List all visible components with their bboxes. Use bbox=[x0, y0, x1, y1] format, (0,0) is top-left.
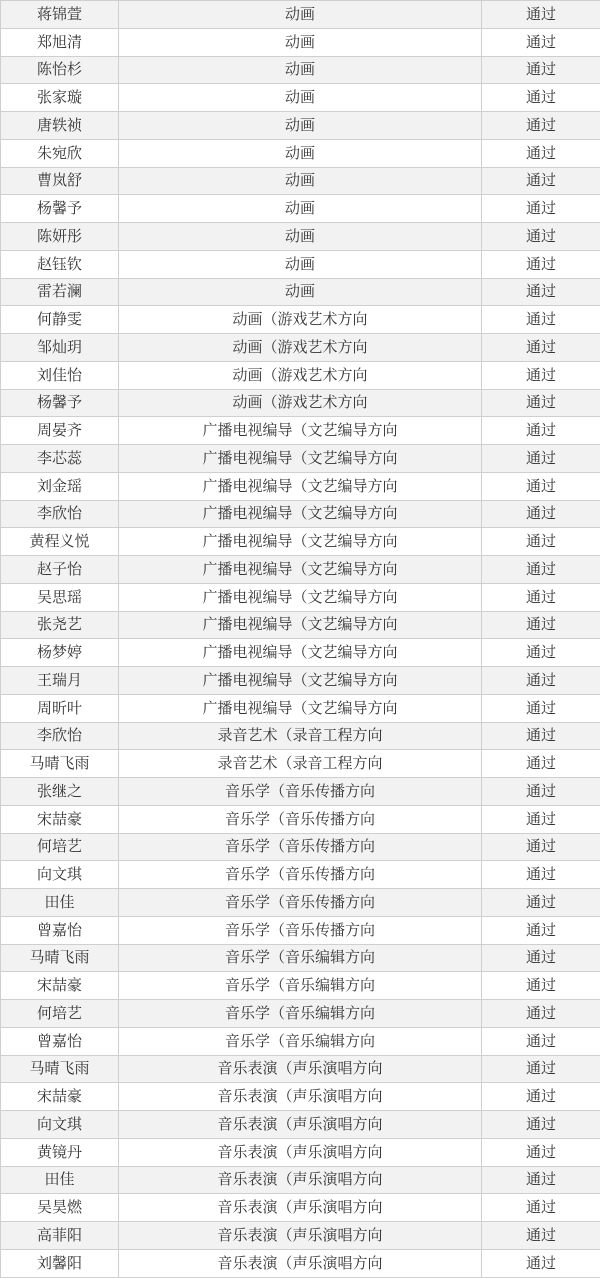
table-row bbox=[1, 1000, 600, 1028]
table-row bbox=[1, 1, 600, 29]
major-cell: 音乐学（音乐编辑方向 bbox=[119, 972, 482, 1000]
student-name-cell: 杨馨予 bbox=[1, 195, 119, 223]
status-cell: 通过 bbox=[482, 611, 600, 639]
major-cell: 动画 bbox=[119, 28, 482, 56]
student-name-cell: 何培艺 bbox=[1, 833, 119, 861]
table-row bbox=[1, 583, 600, 611]
status-cell: 通过 bbox=[482, 639, 600, 667]
student-name-cell: 曾嘉怡 bbox=[1, 916, 119, 944]
table-row bbox=[1, 1083, 600, 1111]
table-row bbox=[1, 1222, 600, 1250]
student-name-cell: 张尧艺 bbox=[1, 611, 119, 639]
student-name-cell: 向文琪 bbox=[1, 861, 119, 889]
status-cell: 通过 bbox=[482, 361, 600, 389]
student-name-cell: 邹灿玥 bbox=[1, 334, 119, 362]
status-cell: 通过 bbox=[482, 916, 600, 944]
student-name-cell: 吴昊燃 bbox=[1, 1194, 119, 1222]
major-cell: 音乐表演（声乐演唱方向 bbox=[119, 1249, 482, 1277]
status-cell: 通过 bbox=[482, 1027, 600, 1055]
table-row bbox=[1, 1166, 600, 1194]
table-row bbox=[1, 944, 600, 972]
status-cell: 通过 bbox=[482, 56, 600, 84]
table-row bbox=[1, 1138, 600, 1166]
status-cell: 通过 bbox=[482, 944, 600, 972]
table-row bbox=[1, 916, 600, 944]
table-row bbox=[1, 611, 600, 639]
major-cell: 动画 bbox=[119, 250, 482, 278]
status-cell: 通过 bbox=[482, 1222, 600, 1250]
status-cell: 通过 bbox=[482, 1194, 600, 1222]
major-cell: 广播电视编导（文艺编导方向 bbox=[119, 500, 482, 528]
table-row bbox=[1, 889, 600, 917]
table-row bbox=[1, 306, 600, 334]
major-cell: 动画（游戏艺术方向 bbox=[119, 306, 482, 334]
student-name-cell: 何静雯 bbox=[1, 306, 119, 334]
status-cell: 通过 bbox=[482, 84, 600, 112]
major-cell: 音乐学（音乐传播方向 bbox=[119, 889, 482, 917]
table-row bbox=[1, 445, 600, 473]
status-cell: 通过 bbox=[482, 805, 600, 833]
table-row bbox=[1, 1111, 600, 1139]
major-cell: 广播电视编导（文艺编导方向 bbox=[119, 694, 482, 722]
student-name-cell: 李芯蕊 bbox=[1, 445, 119, 473]
student-name-cell: 朱宛欣 bbox=[1, 139, 119, 167]
status-cell: 通过 bbox=[482, 722, 600, 750]
status-cell: 通过 bbox=[482, 195, 600, 223]
major-cell: 音乐学（音乐编辑方向 bbox=[119, 1027, 482, 1055]
major-cell: 广播电视编导（文艺编导方向 bbox=[119, 528, 482, 556]
student-name-cell: 田佳 bbox=[1, 1166, 119, 1194]
student-name-cell: 赵钰钦 bbox=[1, 250, 119, 278]
student-name-cell: 李欣怡 bbox=[1, 500, 119, 528]
table-row bbox=[1, 1055, 600, 1083]
student-name-cell: 吴思瑶 bbox=[1, 583, 119, 611]
student-name-cell: 周昕叶 bbox=[1, 694, 119, 722]
student-name-cell: 刘金瑶 bbox=[1, 472, 119, 500]
major-cell: 动画 bbox=[119, 278, 482, 306]
status-cell: 通过 bbox=[482, 1055, 600, 1083]
student-name-cell: 王瑞月 bbox=[1, 667, 119, 695]
major-cell: 音乐表演（声乐演唱方向 bbox=[119, 1138, 482, 1166]
major-cell: 音乐表演（声乐演唱方向 bbox=[119, 1055, 482, 1083]
table-row bbox=[1, 334, 600, 362]
table-row bbox=[1, 833, 600, 861]
table-row bbox=[1, 28, 600, 56]
status-cell: 通过 bbox=[482, 1000, 600, 1028]
table-row bbox=[1, 56, 600, 84]
status-cell: 通过 bbox=[482, 667, 600, 695]
table-row bbox=[1, 722, 600, 750]
major-cell: 音乐表演（声乐演唱方向 bbox=[119, 1111, 482, 1139]
status-cell: 通过 bbox=[482, 500, 600, 528]
student-name-cell: 曾嘉怡 bbox=[1, 1027, 119, 1055]
status-cell: 通过 bbox=[482, 445, 600, 473]
table-row bbox=[1, 556, 600, 584]
status-cell: 通过 bbox=[482, 278, 600, 306]
major-cell: 动画（游戏艺术方向 bbox=[119, 334, 482, 362]
major-cell: 广播电视编导（文艺编导方向 bbox=[119, 611, 482, 639]
student-name-cell: 蒋锦萱 bbox=[1, 1, 119, 29]
status-cell: 通过 bbox=[482, 528, 600, 556]
table-row bbox=[1, 1194, 600, 1222]
student-name-cell: 张继之 bbox=[1, 778, 119, 806]
table-row bbox=[1, 167, 600, 195]
major-cell: 音乐学（音乐传播方向 bbox=[119, 805, 482, 833]
major-cell: 音乐学（音乐传播方向 bbox=[119, 833, 482, 861]
table-row bbox=[1, 972, 600, 1000]
status-cell: 通过 bbox=[482, 750, 600, 778]
major-cell: 动画 bbox=[119, 139, 482, 167]
student-name-cell: 刘馨阳 bbox=[1, 1249, 119, 1277]
status-cell: 通过 bbox=[482, 139, 600, 167]
status-cell: 通过 bbox=[482, 167, 600, 195]
student-name-cell: 黄镜丹 bbox=[1, 1138, 119, 1166]
status-cell: 通过 bbox=[482, 1111, 600, 1139]
major-cell: 音乐学（音乐编辑方向 bbox=[119, 944, 482, 972]
major-cell: 录音艺术（录音工程方向 bbox=[119, 750, 482, 778]
student-name-cell: 郑旭清 bbox=[1, 28, 119, 56]
major-cell: 录音艺术（录音工程方向 bbox=[119, 722, 482, 750]
student-name-cell: 马晴飞雨 bbox=[1, 1055, 119, 1083]
table-row bbox=[1, 389, 600, 417]
status-cell: 通过 bbox=[482, 223, 600, 251]
table-row bbox=[1, 500, 600, 528]
student-name-cell: 陈怡杉 bbox=[1, 56, 119, 84]
student-name-cell: 李欣怡 bbox=[1, 722, 119, 750]
student-name-cell: 周晏齐 bbox=[1, 417, 119, 445]
student-name-cell: 马晴飞雨 bbox=[1, 750, 119, 778]
status-cell: 通过 bbox=[482, 583, 600, 611]
status-cell: 通过 bbox=[482, 1166, 600, 1194]
major-cell: 音乐学（音乐编辑方向 bbox=[119, 1000, 482, 1028]
table-row bbox=[1, 1027, 600, 1055]
table-row bbox=[1, 694, 600, 722]
status-cell: 通过 bbox=[482, 778, 600, 806]
status-cell: 通过 bbox=[482, 861, 600, 889]
major-cell: 广播电视编导（文艺编导方向 bbox=[119, 445, 482, 473]
major-cell: 广播电视编导（文艺编导方向 bbox=[119, 667, 482, 695]
status-cell: 通过 bbox=[482, 1249, 600, 1277]
major-cell: 广播电视编导（文艺编导方向 bbox=[119, 583, 482, 611]
student-name-cell: 宋喆豪 bbox=[1, 805, 119, 833]
table-row bbox=[1, 1249, 600, 1277]
student-name-cell: 向文琪 bbox=[1, 1111, 119, 1139]
table-row bbox=[1, 528, 600, 556]
status-cell: 通过 bbox=[482, 417, 600, 445]
student-name-cell: 曹岚舒 bbox=[1, 167, 119, 195]
table-row bbox=[1, 639, 600, 667]
major-cell: 音乐学（音乐传播方向 bbox=[119, 778, 482, 806]
table-row bbox=[1, 223, 600, 251]
status-cell: 通过 bbox=[482, 112, 600, 140]
student-name-cell: 何培艺 bbox=[1, 1000, 119, 1028]
major-cell: 音乐表演（声乐演唱方向 bbox=[119, 1194, 482, 1222]
results-table-body bbox=[1, 1, 600, 1278]
major-cell: 动画 bbox=[119, 195, 482, 223]
major-cell: 音乐表演（声乐演唱方向 bbox=[119, 1083, 482, 1111]
student-name-cell: 雷若澜 bbox=[1, 278, 119, 306]
major-cell: 动画 bbox=[119, 112, 482, 140]
major-cell: 音乐学（音乐传播方向 bbox=[119, 861, 482, 889]
student-name-cell: 赵子怡 bbox=[1, 556, 119, 584]
major-cell: 广播电视编导（文艺编导方向 bbox=[119, 472, 482, 500]
student-name-cell: 宋喆豪 bbox=[1, 972, 119, 1000]
major-cell: 广播电视编导（文艺编导方向 bbox=[119, 639, 482, 667]
major-cell: 动画 bbox=[119, 223, 482, 251]
major-cell: 广播电视编导（文艺编导方向 bbox=[119, 556, 482, 584]
major-cell: 动画 bbox=[119, 1, 482, 29]
major-cell: 音乐学（音乐传播方向 bbox=[119, 916, 482, 944]
student-name-cell: 高菲阳 bbox=[1, 1222, 119, 1250]
student-name-cell: 杨梦婷 bbox=[1, 639, 119, 667]
status-cell: 通过 bbox=[482, 389, 600, 417]
major-cell: 音乐表演（声乐演唱方向 bbox=[119, 1166, 482, 1194]
major-cell: 音乐表演（声乐演唱方向 bbox=[119, 1222, 482, 1250]
status-cell: 通过 bbox=[482, 250, 600, 278]
table-row bbox=[1, 84, 600, 112]
table-row bbox=[1, 805, 600, 833]
status-cell: 通过 bbox=[482, 306, 600, 334]
major-cell: 动画 bbox=[119, 167, 482, 195]
status-cell: 通过 bbox=[482, 1138, 600, 1166]
student-name-cell: 田佳 bbox=[1, 889, 119, 917]
table-row bbox=[1, 139, 600, 167]
student-name-cell: 张家璇 bbox=[1, 84, 119, 112]
status-cell: 通过 bbox=[482, 889, 600, 917]
major-cell: 动画（游戏艺术方向 bbox=[119, 361, 482, 389]
student-name-cell: 唐轶祯 bbox=[1, 112, 119, 140]
status-cell: 通过 bbox=[482, 1, 600, 29]
status-cell: 通过 bbox=[482, 28, 600, 56]
major-cell: 动画 bbox=[119, 56, 482, 84]
status-cell: 通过 bbox=[482, 694, 600, 722]
major-cell: 广播电视编导（文艺编导方向 bbox=[119, 417, 482, 445]
status-cell: 通过 bbox=[482, 1083, 600, 1111]
status-cell: 通过 bbox=[482, 972, 600, 1000]
table-row bbox=[1, 195, 600, 223]
status-cell: 通过 bbox=[482, 556, 600, 584]
status-cell: 通过 bbox=[482, 833, 600, 861]
table-row bbox=[1, 778, 600, 806]
student-name-cell: 陈妍彤 bbox=[1, 223, 119, 251]
table-row bbox=[1, 472, 600, 500]
table-row bbox=[1, 112, 600, 140]
major-cell: 动画（游戏艺术方向 bbox=[119, 389, 482, 417]
table-row bbox=[1, 861, 600, 889]
student-name-cell: 刘佳怡 bbox=[1, 361, 119, 389]
table-row bbox=[1, 361, 600, 389]
table-row bbox=[1, 278, 600, 306]
table-row bbox=[1, 250, 600, 278]
major-cell: 动画 bbox=[119, 84, 482, 112]
status-cell: 通过 bbox=[482, 472, 600, 500]
table-row bbox=[1, 417, 600, 445]
table-row bbox=[1, 750, 600, 778]
student-name-cell: 宋喆豪 bbox=[1, 1083, 119, 1111]
student-name-cell: 马晴飞雨 bbox=[1, 944, 119, 972]
table-row bbox=[1, 667, 600, 695]
student-name-cell: 黄程义悦 bbox=[1, 528, 119, 556]
student-name-cell: 杨馨予 bbox=[1, 389, 119, 417]
status-cell: 通过 bbox=[482, 334, 600, 362]
